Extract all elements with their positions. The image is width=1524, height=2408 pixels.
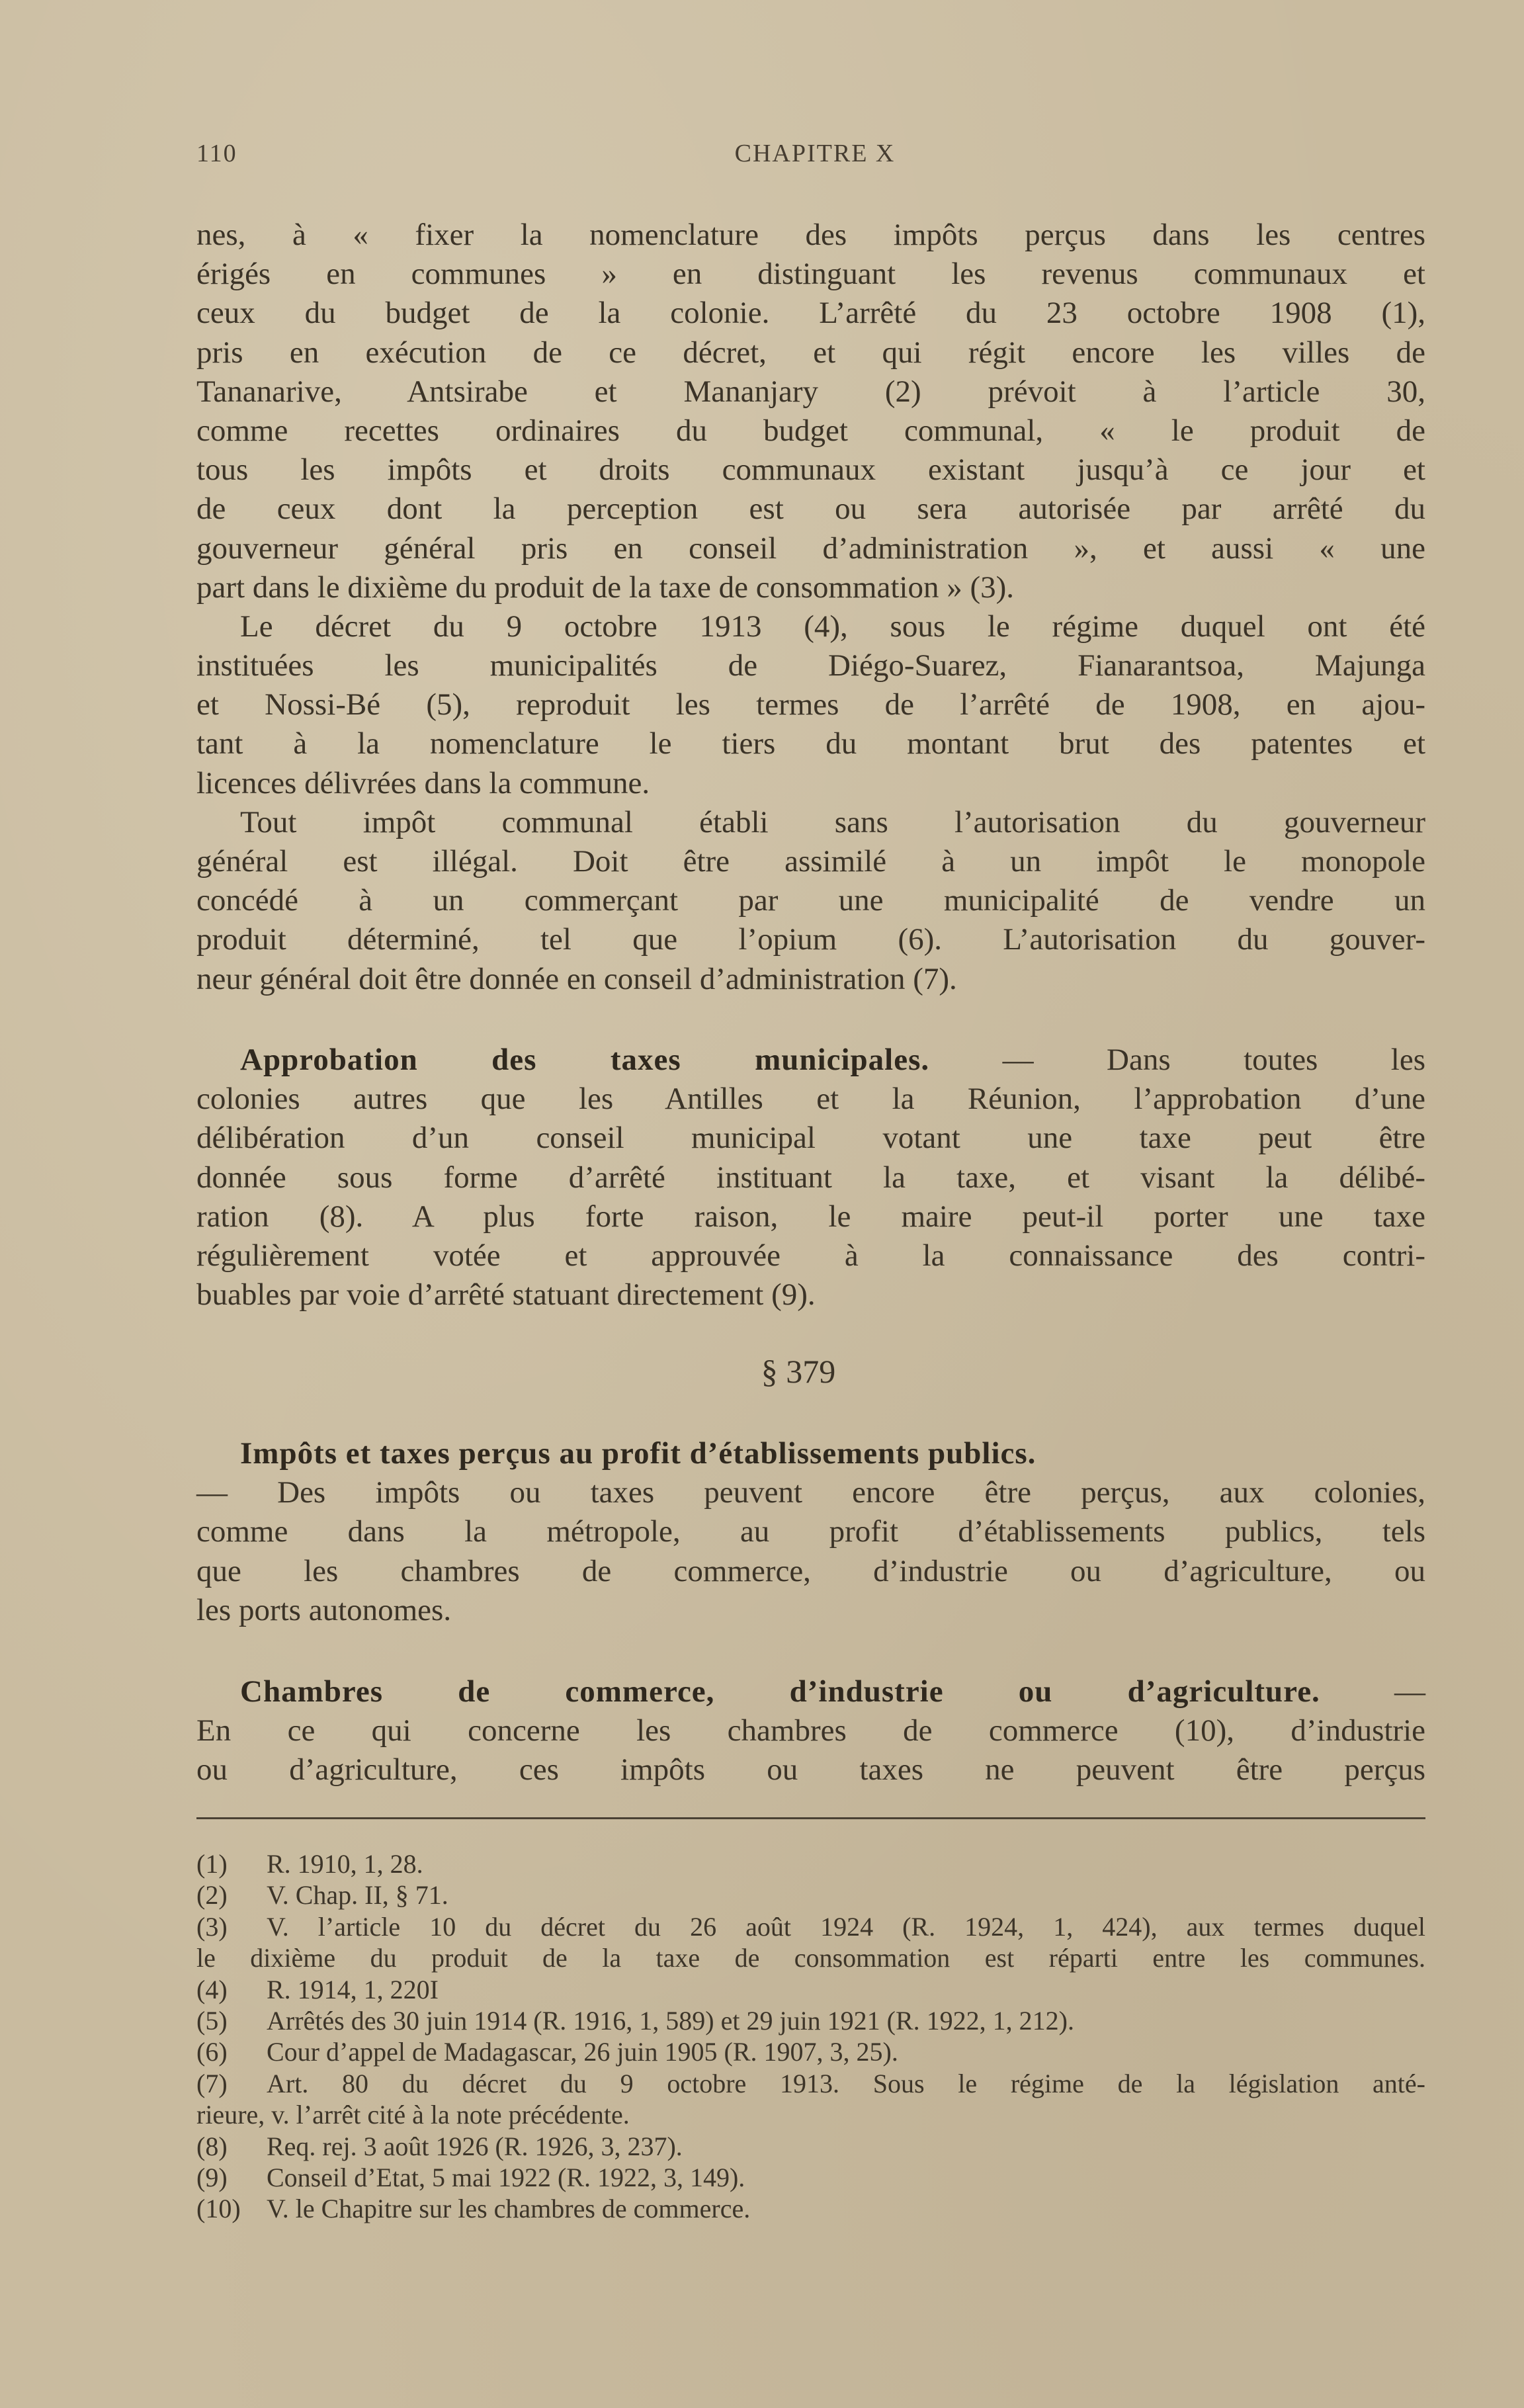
text-line [196,372,1425,411]
line-text: tant à la nomenclature le tiers du montant brut des patentes et [196,726,1425,761]
footnote-number: (2) [196,1880,228,1911]
text-line [196,764,1425,803]
footnote-number: (4) [196,1974,228,2004]
line-text: pris en exécution de ce décret, et qui régit encore les villes de [196,335,1425,370]
footnotes [196,1848,1425,2225]
text-line [196,881,1425,920]
text-line [196,1552,1425,1591]
text-line [196,1080,1425,1119]
line-text: part dans le dixième du produit de la taxe de consommation » (3). [196,570,1015,605]
footnote-number: (6) [196,2037,228,2067]
footnote-text: R. 1910, 1, 28. [267,1849,423,1879]
footnote-text: V. le Chapitre sur les chambres de commerce. [267,2194,751,2224]
footnote-line [196,2099,1425,2130]
line-text: nes, à « fixer la nomenclature des impôts perçus dans les centres [196,218,1425,252]
footnote-text: R. 1914, 1, 220I [267,1974,439,2004]
text-line [196,1119,1425,1158]
line-text: régulièrement votée et approuvée à la connaissance des contri- [196,1238,1425,1273]
footnote-line [196,1942,1425,1973]
text-line [196,1512,1425,1551]
text-line [196,490,1425,529]
running-header: CHAPITRE X [734,140,896,167]
line-text: Tout impôt communal établi sans l’autorisation du gouverneur [240,804,1425,839]
text-line [196,1672,1425,1711]
line-text: délibération d’un conseil municipal votant une taxe peut être [196,1121,1425,1156]
line-text: En ce qui concerne les chambres de commerce (10), d’industrie [196,1713,1425,1748]
page-number: 110 [196,140,237,167]
line-text: que les chambres de commerce, d’industrie ou d’agriculture, ou [196,1553,1425,1588]
text-line [196,568,1425,607]
text-line [196,1236,1425,1275]
paragraph-chambres [196,1672,1425,1790]
text-line [196,1711,1425,1750]
line-text: les ports autonomes. [196,1592,452,1627]
text-line [196,1275,1425,1314]
line-text: instituées les municipalités de Diégo-Suarez, Fianarantsoa, Majunga [196,648,1425,683]
paragraph-etablissements-publics [196,1434,1425,1630]
text-line [196,294,1425,333]
footnote-line [196,2005,1425,2036]
text-line [196,1197,1425,1236]
footnote-number: (9) [196,2162,228,2192]
line-text: neur général doit être donnée en conseil d’administration (7). [196,961,957,996]
footnote-text: Req. rej. 3 août 1926 (R. 1926, 3, 237). [267,2131,683,2161]
line-text: comme recettes ordinaires du budget communal, « le produit de [196,413,1425,448]
section-number: § 379 [761,1353,836,1390]
line-text: Tananarive, Antsirabe et Mananjary (2) prévoit à l’article 30, [196,374,1425,409]
text-line [196,920,1425,959]
line-text: licences délivrées dans la commune. [196,765,650,800]
text-line [196,1434,1425,1473]
line-text: concédé à un commerçant par une municipalité de vendre un [196,883,1425,918]
footnote-text: Cour d’appel de Madagascar, 26 juin 1905 (R. 1907, 3, 25). [267,2037,898,2067]
text-line [196,1473,1425,1512]
footnote-line [196,1879,1425,1911]
footnote-text: V. l’article 10 du décret du 26 août 1924 (R. 1924, 1, 424), aux termes duquel [267,1911,1425,1942]
line-text: colonies autres que les Antilles et la Réunion, l’approbation d’une [196,1082,1425,1117]
text-line [196,842,1425,881]
line-text: érigés en communes » en distinguant les revenus communaux et [196,257,1425,292]
text-line [196,411,1425,451]
text-line [196,960,1425,999]
section-heading: Approbation des taxes municipales. [240,1043,930,1077]
line-text: — Dans toutes les [929,1043,1425,1077]
text-line [196,607,1425,646]
footnote-text: V. Chap. II, § 71. [267,1880,448,1911]
text-line [196,1158,1425,1197]
line-text: ou d’agriculture, ces impôts ou taxes ne peuvent être perçus [196,1752,1425,1787]
text-line [196,1750,1425,1789]
footnote-line [196,2068,1425,2099]
section-heading: Chambres de commerce, d’industrie ou d’agriculture. [240,1674,1320,1709]
line-text: général est illégal. Doit être assimilé à un impôt le monopole [196,844,1425,879]
footnote-line [196,2131,1425,2162]
footnote-line [196,1974,1425,2005]
footnote-line [196,2193,1425,2224]
paragraphs-municipal-taxes [196,216,1425,999]
text-line [196,529,1425,568]
line-text: tous les impôts et droits communaux existant jusqu’à ce jour et [196,452,1425,488]
footnote-line [196,1848,1425,1879]
text-line [196,451,1425,490]
text-line [196,646,1425,685]
line-text: de ceux dont la perception est ou sera autorisée par arrêté du [196,492,1425,527]
footnote-line [196,1911,1425,1942]
footnote-number: (5) [196,2005,228,2036]
text-line [196,1041,1425,1080]
footnote-number: (3) [196,1911,228,1942]
line-text: ceux du budget de la colonie. L’arrêté du 23 octobre 1908 (1), [196,296,1425,331]
line-text: ration (8). A plus forte raison, le maire peut-il porter une taxe [196,1199,1425,1234]
text-line [196,803,1425,842]
footnote-text: Conseil d’Etat, 5 mai 1922 (R. 1922, 3, 149). [267,2162,745,2192]
line-text: Le décret du 9 octobre 1913 (4), sous le régime duquel ont été [240,609,1425,644]
footnote-number: (7) [196,2068,228,2098]
line-text: — Des impôts ou taxes peuvent encore être perçus, aux colonies, [196,1475,1425,1510]
footnote-rule [196,1817,1425,1819]
paragraph-approbation [196,1041,1425,1314]
text-line [196,724,1425,763]
section-heading: Impôts et taxes perçus au profit d’établissements publics. [240,1436,1037,1471]
line-text: produit déterminé, tel que l’opium (6). L’autorisation du gouver- [196,922,1425,957]
footnote-line [196,2162,1425,2193]
footnote-number: (10) [196,2194,241,2224]
footnote-text: Art. 80 du décret du 9 octobre 1913. Sous le régime de la législation anté- [267,2068,1425,2098]
line-text: comme dans la métropole, au profit d’établissements publics, tels [196,1514,1425,1549]
line-text: donnée sous forme d’arrêté instituant la taxe, et visant la délibé- [196,1160,1425,1195]
line-text: gouverneur général pris en conseil d’administration », et aussi « une [196,531,1425,566]
footnote-number: (8) [196,2131,228,2161]
footnote-text: Arrêtés des 30 juin 1914 (R. 1916, 1, 589) et 29 juin 1921 (R. 1922, 1, 212). [267,2005,1074,2036]
footnote-text: rieure, v. l’arrêt cité à la note précédente. [196,2100,630,2130]
text-line [196,685,1425,724]
line-text: buables par voie d’arrêté statuant directement (9). [196,1277,816,1312]
footnote-text: le dixième du produit de la taxe de consommation est réparti entre les communes. [196,1943,1425,1973]
text-line [196,255,1425,294]
text-line [196,216,1425,255]
text-line [196,333,1425,372]
text-line [196,1591,1425,1630]
line-text: et Nossi-Bé (5), reproduit les termes de l’arrêté de 1908, en ajou- [196,687,1425,722]
footnote-line [196,2036,1425,2067]
footnote-number: (1) [196,1849,228,1879]
line-text: — [1320,1674,1426,1709]
